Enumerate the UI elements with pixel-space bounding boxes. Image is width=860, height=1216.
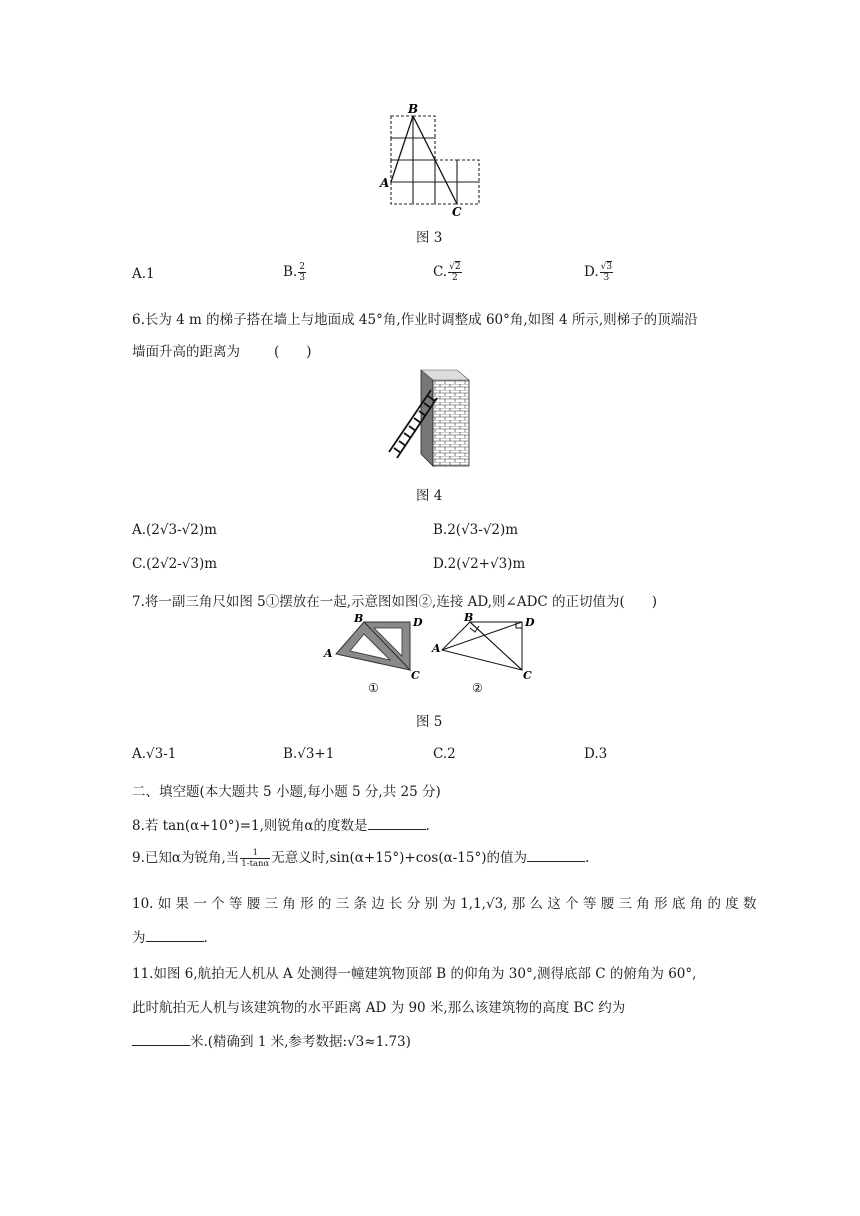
grid-cell	[391, 182, 413, 204]
q8-question	[132, 814, 430, 834]
q9-text-mid: 无意义时,sin(α+15°)+cos(α-15°)的值为	[271, 850, 527, 866]
q10-period: .	[203, 930, 208, 946]
segment-ab	[391, 116, 413, 182]
q9-answer-blank[interactable]	[527, 849, 585, 862]
fraction-numerator: 2	[299, 262, 305, 272]
q7-option-c: C.2	[433, 746, 456, 762]
label-b: B	[408, 102, 419, 116]
q10-text: 为	[132, 930, 146, 946]
fig5-1-label-a: A	[324, 647, 333, 660]
q10-line-2	[132, 926, 208, 946]
fig5-number-1: ①	[368, 681, 379, 694]
q8-answer-blank[interactable]	[368, 817, 426, 830]
fig5-1-label-c: C	[411, 669, 420, 682]
q5-option-a-text: A.1	[132, 266, 155, 282]
figure-5-part-1	[323, 612, 423, 682]
q11-answer-blank[interactable]	[132, 1033, 190, 1046]
q11-line-1: 11.如图 6,航拍无人机从 A 处测得一幢建筑物顶部 B 的仰角为 30°,测得底部 C 的俯角为 60°,	[132, 966, 697, 982]
fraction-denominator: 3	[299, 273, 305, 283]
q6-line-2	[132, 340, 312, 360]
grid-cell	[457, 182, 479, 204]
fig5-1-label-b: B	[354, 612, 364, 625]
grid-cell	[413, 160, 435, 182]
q5-option-d-prefix: D.	[584, 264, 599, 280]
q5-option-d	[584, 262, 614, 283]
fig5-1-label-d: D	[413, 616, 423, 629]
radicand: 2	[454, 262, 461, 272]
fig5-2-label-a: A	[432, 642, 441, 655]
q5-option-d-fraction	[600, 262, 613, 283]
q8-text: 8.若 tan(α+10°)=1,则锐角α的度数是	[132, 818, 368, 834]
grid-cell	[435, 160, 457, 182]
q9-fraction	[240, 848, 270, 869]
q9-question	[132, 846, 589, 869]
fig5-number-2: ②	[472, 681, 483, 694]
q5-option-b-prefix: B.	[283, 264, 298, 280]
q9-text-pre: 9.已知α为锐角,当	[132, 850, 240, 866]
q9-period: .	[584, 850, 590, 866]
fraction-numerator: √3	[600, 262, 613, 272]
label-a: A	[380, 176, 390, 190]
q6-option-c: C.(2√2-√3)m	[132, 556, 218, 572]
q7-option-a: A.√3-1	[132, 746, 177, 762]
q6-answer-paren: ( )	[274, 344, 312, 360]
q7-question: 7.将一副三角尺如图 5①摆放在一起,示意图如图②,连接 AD,则∠ADC 的正切值为( )	[132, 594, 658, 610]
fig5-2-label-d: D	[525, 616, 535, 629]
fraction-denominator: 3	[603, 273, 610, 283]
q11-line-2: 此时航拍无人机与该建筑物的水平距离 AD 为 90 米,那么该建筑物的高度 BC 约为	[132, 1000, 626, 1016]
figure-3-caption: 图 3	[416, 230, 443, 246]
figure-4-caption: 图 4	[416, 488, 443, 504]
q6-option-a: A.(2√3-√2)m	[132, 522, 217, 538]
q6-option-b: B.2(√3-√2)m	[433, 522, 519, 538]
wall-face	[433, 380, 469, 466]
fraction-denominator: 1-tanα	[241, 859, 270, 869]
q10-line-1: 10. 如 果 一 个 等 腰 三 角 形 的 三 条 边 长 分 别 为 1,1,√3, 那 么 这 个 等 腰 三 角 形 底 角 的 度 数	[132, 896, 757, 912]
q6-line-1: 6.长为 4 m 的梯子搭在墙上与地面成 45°角,作业时调整成 60°角,如图 4 所示,则梯子的顶端沿	[132, 312, 698, 328]
q7-option-d: D.3	[584, 746, 608, 762]
figure-3-grid	[375, 100, 490, 220]
grid-cell	[413, 116, 435, 138]
grid-cell	[413, 138, 435, 160]
grid-cell	[413, 182, 435, 204]
q5-option-c-prefix: C.	[433, 264, 448, 280]
q5-option-c	[433, 262, 463, 283]
fig5-2-label-b: B	[464, 612, 474, 624]
section-2-title: 二、填空题(本大题共 5 小题,每小题 5 分,共 25 分)	[132, 784, 441, 800]
grid-cell	[435, 182, 457, 204]
fraction-denominator: 2	[452, 273, 458, 283]
q10-answer-blank[interactable]	[146, 929, 204, 942]
q11-line-3	[132, 1030, 411, 1050]
q7-option-b: B.√3+1	[283, 746, 335, 762]
figure-5-part-2	[442, 622, 522, 670]
label-c: C	[452, 205, 462, 219]
q5-option-b-fraction	[298, 262, 306, 283]
fraction-numerator: 1	[240, 848, 270, 859]
q6-line-2-text: 墙面升高的距离为	[132, 344, 240, 360]
radicand: 3	[606, 262, 613, 272]
figure-5-set-squares	[318, 612, 548, 694]
figure-4-ladder	[385, 366, 475, 470]
grid-cell	[457, 160, 479, 182]
fig5-2-label-c: C	[523, 669, 532, 682]
q11-text-post: 米.(精确到 1 米,参考数据:√3≈1.73)	[190, 1034, 411, 1050]
fraction-numerator: √2	[449, 262, 461, 272]
q5-option-a	[132, 266, 155, 282]
q8-period: .	[425, 818, 430, 834]
figure-5-caption: 图 5	[416, 714, 443, 730]
q5-option-c-fraction	[448, 262, 461, 283]
q5-option-b	[283, 262, 307, 283]
q6-option-d: D.2(√2+√3)m	[433, 556, 526, 572]
